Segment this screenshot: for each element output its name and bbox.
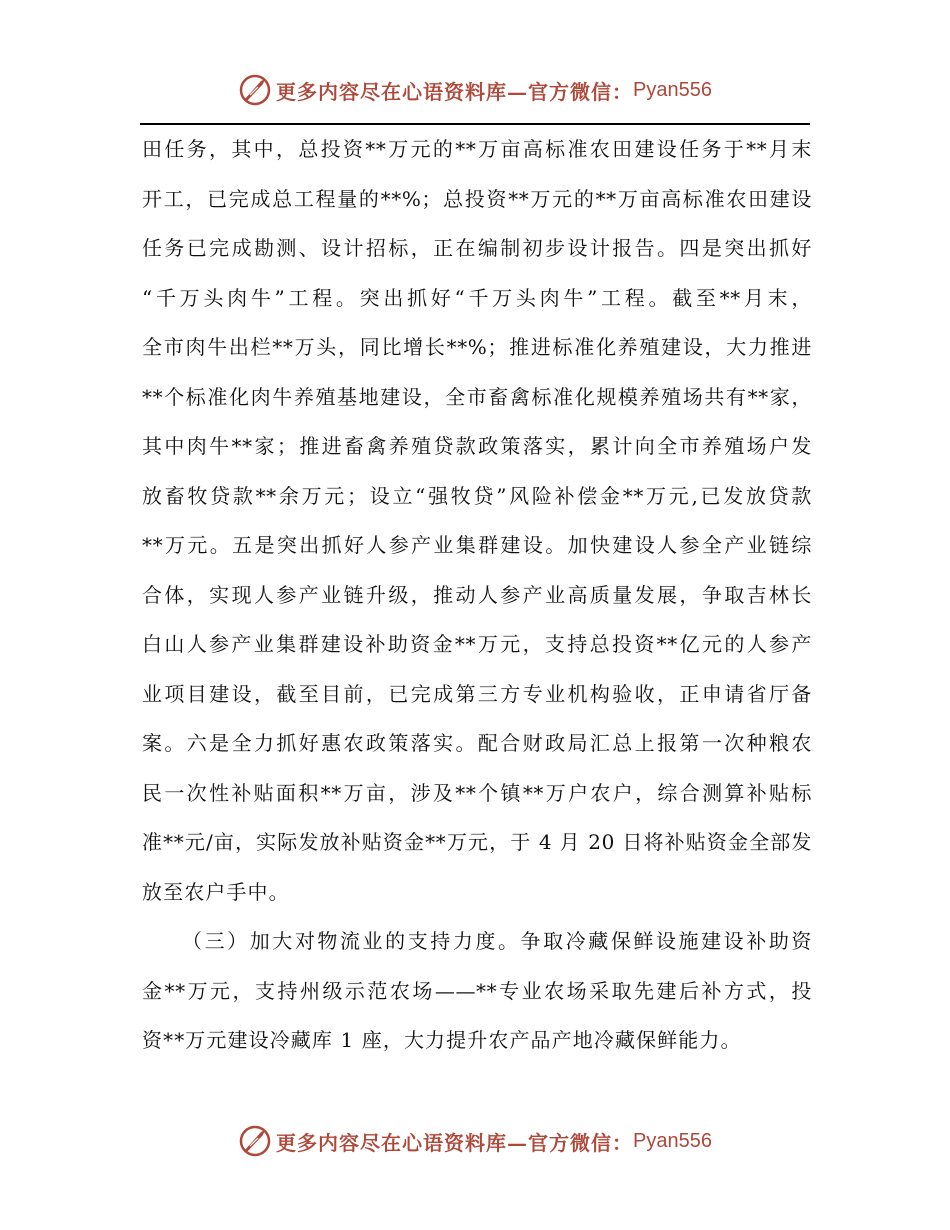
feather-pen-circle-icon (238, 73, 272, 107)
text-line: 白山人参产业集群建设补助资金**万元，支持总投资**亿元的人参产 (142, 632, 812, 656)
banner-text: 更多内容尽在心语资料库—官方微信： (276, 1130, 634, 1155)
text-line: 业项目建设，截至目前，已完成第三方专业机构验收，正申请省厅备 (142, 681, 812, 706)
text-line: 放畜牧贷款**余万元；设立“强牧贷”风险补偿金**万元,已发放贷款 (142, 483, 812, 508)
text-line: 任务已完成勘测、设计招标，正在编制初步设计报告。四是突出抓好 (142, 236, 812, 260)
feather-pen-circle-icon (238, 1124, 272, 1158)
text-line: 放至农户手中。 (142, 879, 290, 904)
text-line: 合体，实现人参产业链升级，推动人参产业高质量发展，争取吉林长 (142, 582, 812, 607)
text-line: 案。六是全力抓好惠农政策落实。配合财政局汇总上报第一次种粮农 (142, 731, 812, 755)
banner-wechat-id: Pyan556 (633, 1129, 712, 1152)
banner-wechat-id: Pyan556 (633, 78, 712, 101)
text-line: 其中肉牛**家；推进畜禽养殖贷款政策落实，累计向全市养殖场户发 (142, 434, 812, 458)
footer-banner (0, 1121, 950, 1161)
banner-text: 更多内容尽在心语资料库—官方微信： (276, 79, 634, 104)
text-line: **个标准化肉牛养殖基地建设，全市畜禽标准化规模养殖场共有**家， (142, 384, 812, 409)
text-line: 准**元/亩，实际发放补贴资金**万元，于 4 月 20 日将补贴资金全部发 (142, 830, 812, 854)
text-line: “千万头肉牛”工程。突出抓好“千万头肉牛”工程。截至**月末， (142, 285, 812, 310)
text-line: （三）加大对物流业的支持力度。争取冷藏保鲜设施建设补助资 (182, 929, 812, 953)
text-line: 民一次性补贴面积**万亩，涉及**个镇**万户农户，综合测算补贴标 (142, 780, 812, 805)
text-line: **万元。五是突出抓好人参产业集群建设。加快建设人参全产业链综 (142, 533, 812, 557)
text-line: 全市肉牛出栏**万头，同比增长**%；推进标准化养殖建设，大力推进 (142, 335, 812, 359)
text-line: 金**万元，支持州级示范农场——**专业农场采取先建后补方式，投 (142, 978, 812, 1003)
body-text (142, 125, 812, 1066)
text-line: 资**万元建设冷藏库 1 座，大力提升农产品产地冷藏保鲜能力。 (142, 1028, 742, 1052)
header-banner (0, 70, 950, 110)
text-line: 开工，已完成总工程量的**%；总投资**万元的**万亩高标准农田建设 (142, 186, 812, 211)
text-line: 田任务，其中，总投资**万元的**万亩高标准农田建设任务于**月末 (142, 137, 812, 161)
